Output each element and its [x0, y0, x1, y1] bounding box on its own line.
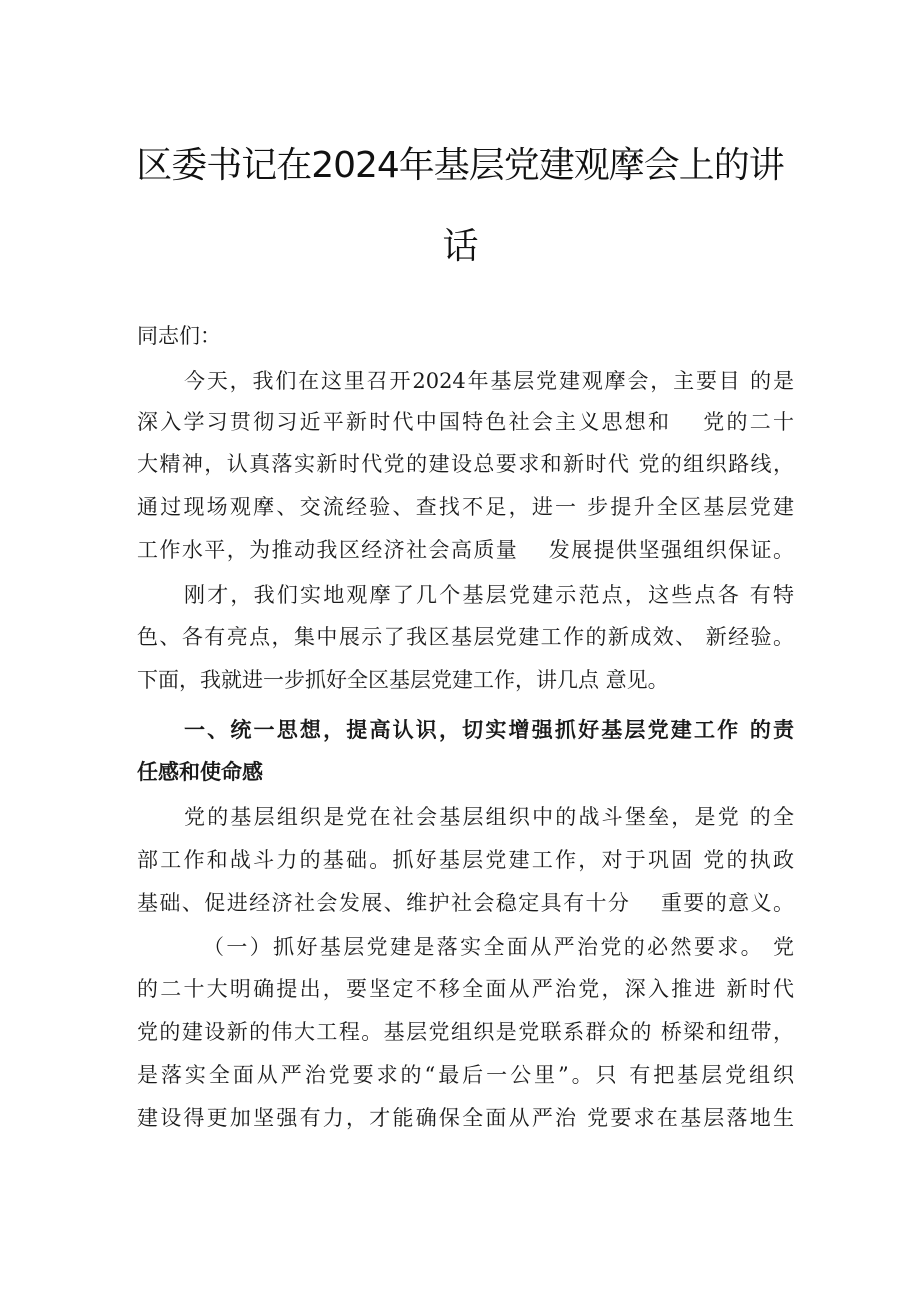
body-line: 刚才，我们实地观摩了几个基层党建示范点，这些点各 有特 — [184, 583, 794, 607]
body-line: （一）抓好基层党建是落实全面从严治党的必然要求。 党 — [203, 935, 794, 959]
section-heading-line: 一、统一思想，提高认识，切实增强抓好基层党建工作 的责 — [184, 718, 794, 742]
body-line: 色、各有亮点，集中展示了我区基层党建工作的新成效、 新经验。 — [137, 625, 794, 649]
body-line: 今天，我们在这里召开2024年基层党建观摩会，主要目 的是 — [184, 369, 794, 393]
body-line: 建设得更加坚强有力，才能确保全面从严治 党要求在基层落地生 — [137, 1106, 794, 1130]
section-heading-line: 任感和使命感 — [137, 760, 263, 784]
salutation: 同志们： — [137, 324, 221, 348]
body-line: 大精神，认真落实新时代党的建设总要求和新时代 党的组织路线， — [137, 452, 794, 476]
body-line: 党的基层组织是党在社会基层组织中的战斗堡垒，是党 的全 — [184, 805, 794, 829]
body-line: 基础、促进经济社会发展、维护社会稳定具有十分 重要的意义。 — [137, 891, 794, 915]
body-line: 部工作和战斗力的基础。抓好基层党建工作，对于巩固 党的执政 — [137, 848, 794, 872]
body-line: 通过现场观摩、交流经验、查找不足，进一 步提升全区基层党建 — [137, 495, 794, 519]
body-line: 的二十大明确提出，要坚定不移全面从严治党，深入推进 新时代 — [137, 977, 794, 1001]
body-line: 党的建设新的伟大工程。基层党组织是党联系群众的 桥梁和纽带， — [137, 1020, 794, 1044]
body-line: 深入学习贯彻习近平新时代中国特色社会主义思想和 党的二十 — [137, 410, 794, 434]
body-line: 是落实全面从严治党要求的“最后一公里”。只 有把基层党组织 — [137, 1063, 794, 1087]
body-line: 下面，我就进一步抓好全区基层党建工作，讲几点 意见。 — [137, 668, 669, 692]
body-line: 工作水平，为推动我区经济社会高质量 发展提供坚强组织保证。 — [137, 538, 794, 562]
document-title-line-2: 话 — [442, 226, 478, 267]
document-title-line-1: 区委书记在2024年基层党建观摩会上的讲 — [136, 145, 784, 186]
